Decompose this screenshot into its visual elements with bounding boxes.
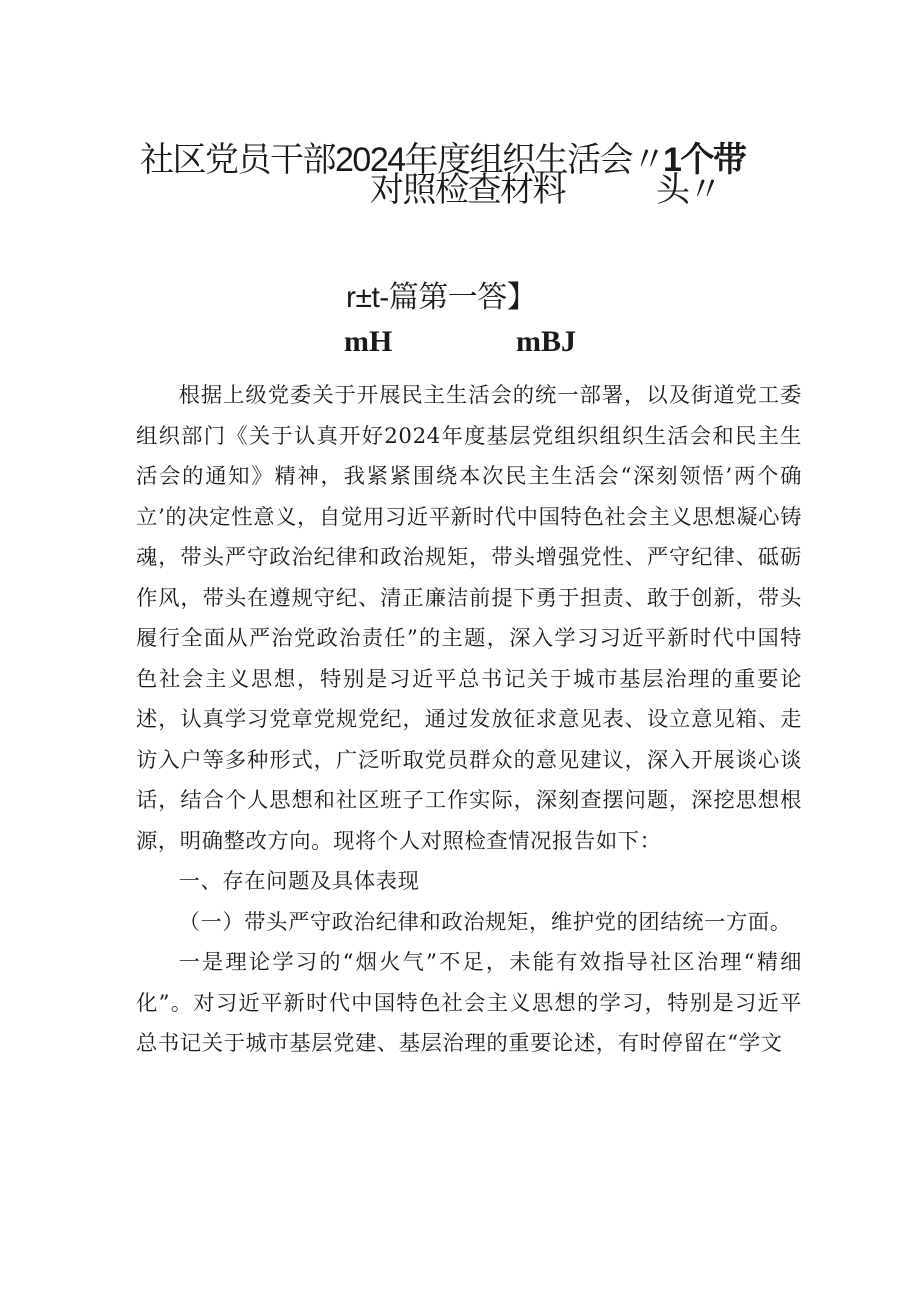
subsection-heading: （一）带头严守政治纪律和政治规矩，维护党的团结统一方面。 xyxy=(178,909,792,935)
paragraph-point-one: 一是理论学习的“烟火气”不足，未能有效指导社区治理“精细化”。对习近平新时代中国特色社会主义思想的学习，特别是习近平总书记关于城市基层党建、基层治理的重要论述，有时停留在“学文 xyxy=(136,950,802,1056)
paragraph-intro: 根据上级党委关于开展民主生活会的统一部署，以及街道党工委组织部门《关于认真开好2024年度基层党组织组织生活会和民主生活会的通知》精神，我紧紧围绕本次民主生活会“深刻领悟’两个确立’的决定性意义，自觉用习近平新时代中国特色社会主义思想凝心铸魂，带头严守政治纪律和政治规矩，带头增强党性、严守纪律、砥砺作风，带头在遵规守纪、清正廉洁前提下勇于担责、敢于创新，带头履行全面从严治党政治责任”的主题，深入学习习近平新时代中国特色社会主义思想，特别是习近平总书记关于城市基层治理的重要论述，认真学习党章党规党纪，通过发放征求意见表、设立意见箱、走访入户等多种形式，广泛听取党员群众的意见建议，深入开展谈心谈话，结合个人思想和社区班子工作实际，深刻查摆问题，深挖思想根源，明确整改方向。现将个人对照检查情况报告如下： xyxy=(136,383,802,854)
title-line2-main: 对照检查材料 xyxy=(370,171,565,209)
section-heading-problems: 一、存在问题及具体表现 xyxy=(178,869,420,894)
title-line1-tail: 1个带 xyxy=(663,141,746,179)
subtitle-line2-right: mBJ xyxy=(516,325,576,358)
title-line1-main: 社区党员干部2024年度组织生活会〃 xyxy=(140,141,665,179)
subtitle-line2-left: mH xyxy=(344,325,393,358)
title-line2-tail: 头〃 xyxy=(656,171,721,209)
subtitle-line1: r±t-篇第一答】 xyxy=(346,281,537,314)
document-body xyxy=(136,376,802,1065)
